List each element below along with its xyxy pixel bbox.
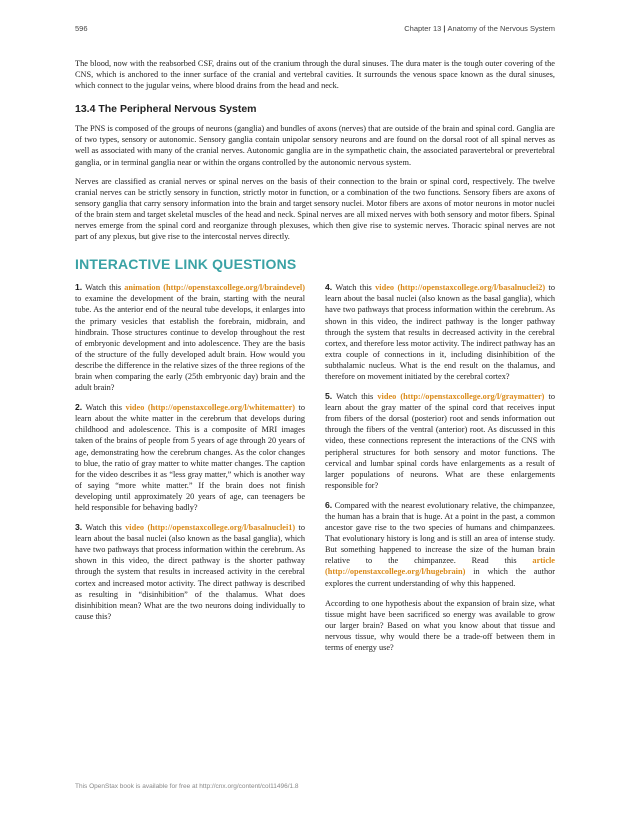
- question-number: 6.: [325, 499, 333, 510]
- chapter-title: Anatomy of the Nervous System: [447, 24, 555, 33]
- page-footer: This OpenStax book is available for free at http://cnx.org/content/col11496/1.8: [75, 783, 299, 790]
- page-content: [75, 58, 555, 662]
- questions-columns: [75, 282, 555, 662]
- question-number: 1.: [75, 282, 83, 293]
- question-text: to learn about the basal nuclei (also known as the basal ganglia), which have two pathways that process information within the cerebrum. As shown in this video, the indirect pathway is the longer pathway through the system that results in decreased activity in the cerebral cortex, and therefore less motor activity. The indirect pathway has an extra couple of connections in it, including disinhibition of the subthalamic nucleus. What is the end result on the thalamus, and therefore on movement initiated by the cerebral cortex?: [325, 283, 556, 381]
- chapter-label: Chapter 13: [404, 24, 442, 33]
- question-text: to learn about the white matter in the cerebrum that develops during childhood and adolescence. This is a composite of MRI images taken of the brains of people from 5 years of age through 20 years of age, demonstrating how the cerebrum changes. As the color changes to blue, the ratio of gray matter to white matter changes. The caption for the video describes it as “less gray matter,” which is another way of saying “more white matter.” If the brain does not finish developing until approximately 20 years of age, can teenagers be held responsible for behaving badly?: [75, 403, 305, 512]
- question-text: to examine the development of the brain, starting with the neural tube. As the anterior end of the neural tube develops, it enlarges into the primary vesicles that establish the forebrain, midbrain, and hindbrain. Those structures continue to develop throughout the rest of embryonic development and into adolescence. They are the basis of the structure of the fully developed adult brain. How would you describe the difference in the relative sizes of the three regions of the brain when comparing the early (25th embryonic day) brain and the adult brain?: [75, 294, 305, 393]
- basalnuclei2-link[interactable]: video (http://openstaxcollege.org/l/basalnuclei2): [375, 283, 546, 293]
- hugebrain-link[interactable]: article (http://openstaxcollege.org/l/hugebrain): [325, 556, 555, 577]
- section-title: 13.4 The Peripheral Nervous System: [75, 103, 257, 116]
- question-5: [325, 391, 555, 491]
- section-paragraph: The PNS is composed of the groups of neurons (ganglia) and bundles of axons (nerves) that are outside of the brain and spinal cord. Ganglia are of two types, sensory or autonomic. Sensory ganglia contain unipolar sensory neurons and are found on the dorsal root of all spinal nerves as well as associated with many of the cranial nerves. Autonomic ganglia are in the sympathetic chain, the associated paravertebral or prevertebral ganglia, or in terminal ganglia near or within the organs controlled by the autonomic nervous system.: [75, 124, 555, 167]
- question-number: 2.: [75, 402, 83, 413]
- page-number: 596: [75, 24, 88, 33]
- question-3: [75, 522, 305, 622]
- question-number: 4.: [325, 282, 333, 293]
- question-text: Watch this: [82, 283, 125, 293]
- question-text: Watch this: [332, 392, 378, 402]
- intro-paragraph: The blood, now with the reabsorbed CSF, drains out of the cranium through the dural sinuses. The dura mater is the tough outer covering of the CNS, which is anchored to the inner surface of the cranial and vertebral cavities. It surrounds the venous space known as the dural sinuses, which connect to the jugular veins, where blood drains from the head and neck.: [75, 59, 555, 91]
- questions-left-column: [75, 282, 305, 662]
- interactive-questions-heading: INTERACTIVE LINK QUESTIONS: [75, 256, 297, 273]
- header-separator: |: [443, 24, 446, 33]
- question-number: 5.: [325, 391, 333, 402]
- page-header: [75, 24, 555, 38]
- question-text: Watch this: [82, 523, 126, 533]
- chapter-running-head: [404, 24, 555, 33]
- whitematter-link[interactable]: video (http://openstaxcollege.org/l/whitematter): [125, 403, 296, 413]
- section-paragraph: Nerves are classified as cranial nerves or spinal nerves on the basis of their connection to the brain or spinal cord, respectively. The twelve cranial nerves can be strictly sensory in function, strictly motor in function, or a combination of the two functions. Sensory fibers are axons of sensory ganglia that carry sensory information into the brain and target sensory nuclei. Motor fibers are axons of motor neurons in motor nuclei of the brain stem and target skeletal muscles of the head and neck. Spinal nerves are all mixed nerves with both sensory and motor fibers. Spinal nerves emerge from the spinal cord and reorganize through plexuses, which then give rise to systemic nerves. Thoracic spinal nerves are not part of any plexus, but give rise to the intercostal nerves directly.: [75, 176, 555, 242]
- question-2: [75, 402, 305, 513]
- questions-right-column: [325, 282, 555, 662]
- question-6-followup: According to one hypothesis about the expansion of brain size, what tissue might have been sacrificed so energy was available to grow our larger brain? Based on what you know about that tissue and nervous tissue, why would there be a trade-off between them in terms of energy use?: [325, 598, 555, 653]
- basalnuclei1-link[interactable]: video (http://openstaxcollege.org/l/basalnuclei1): [125, 523, 296, 533]
- question-4: [325, 282, 555, 382]
- braindevel-link[interactable]: animation (http://openstaxcollege.org/l/braindevel): [124, 283, 305, 293]
- question-text: in which the author explores the current understanding of why this happened.: [325, 567, 555, 588]
- question-text: to learn about the basal nuclei (also known as the basal ganglia), which have two pathways that process information within the cerebrum. As shown in this video, the direct pathway is the shorter pathway through the system that results in increased activity in the cerebral cortex and increased motor activity. The direct pathway is described as resulting in “disinhibition” of the thalamus. What does disinhibition mean? What are the two neurons doing individually to cause this?: [75, 523, 306, 621]
- question-text: to learn about the gray matter of the spinal cord that receives input from fibers of the dorsal (posterior) root and sends information out through the fibers of the ventral (anterior) root. As discussed in this video, these connections represent the interactions of the CNS with peripheral structures for both sensory and motor functions. The cervical and lumbar spinal cords have enlargements as a result of larger populations of neurons. What are these enlargements responsible for?: [325, 392, 556, 490]
- question-1: [75, 282, 305, 393]
- question-text: Compared with the nearest evolutionary relative, the chimpanzee, the human has a brain that is huge. At a point in the past, a common ancestor gave rise to the two species of humans and chimpanzees. That evolutionary history is long and is still an area of intense study. But something happened to increase the size of the human brain relative to the chimpanzee. Read this: [325, 500, 555, 566]
- question-number: 3.: [75, 522, 83, 533]
- graymatter-link[interactable]: video (http://openstaxcollege.org/l/graymatter): [377, 392, 545, 402]
- question-text: Watch this: [82, 403, 126, 413]
- question-6: [325, 500, 555, 589]
- question-text: Watch this: [332, 283, 376, 293]
